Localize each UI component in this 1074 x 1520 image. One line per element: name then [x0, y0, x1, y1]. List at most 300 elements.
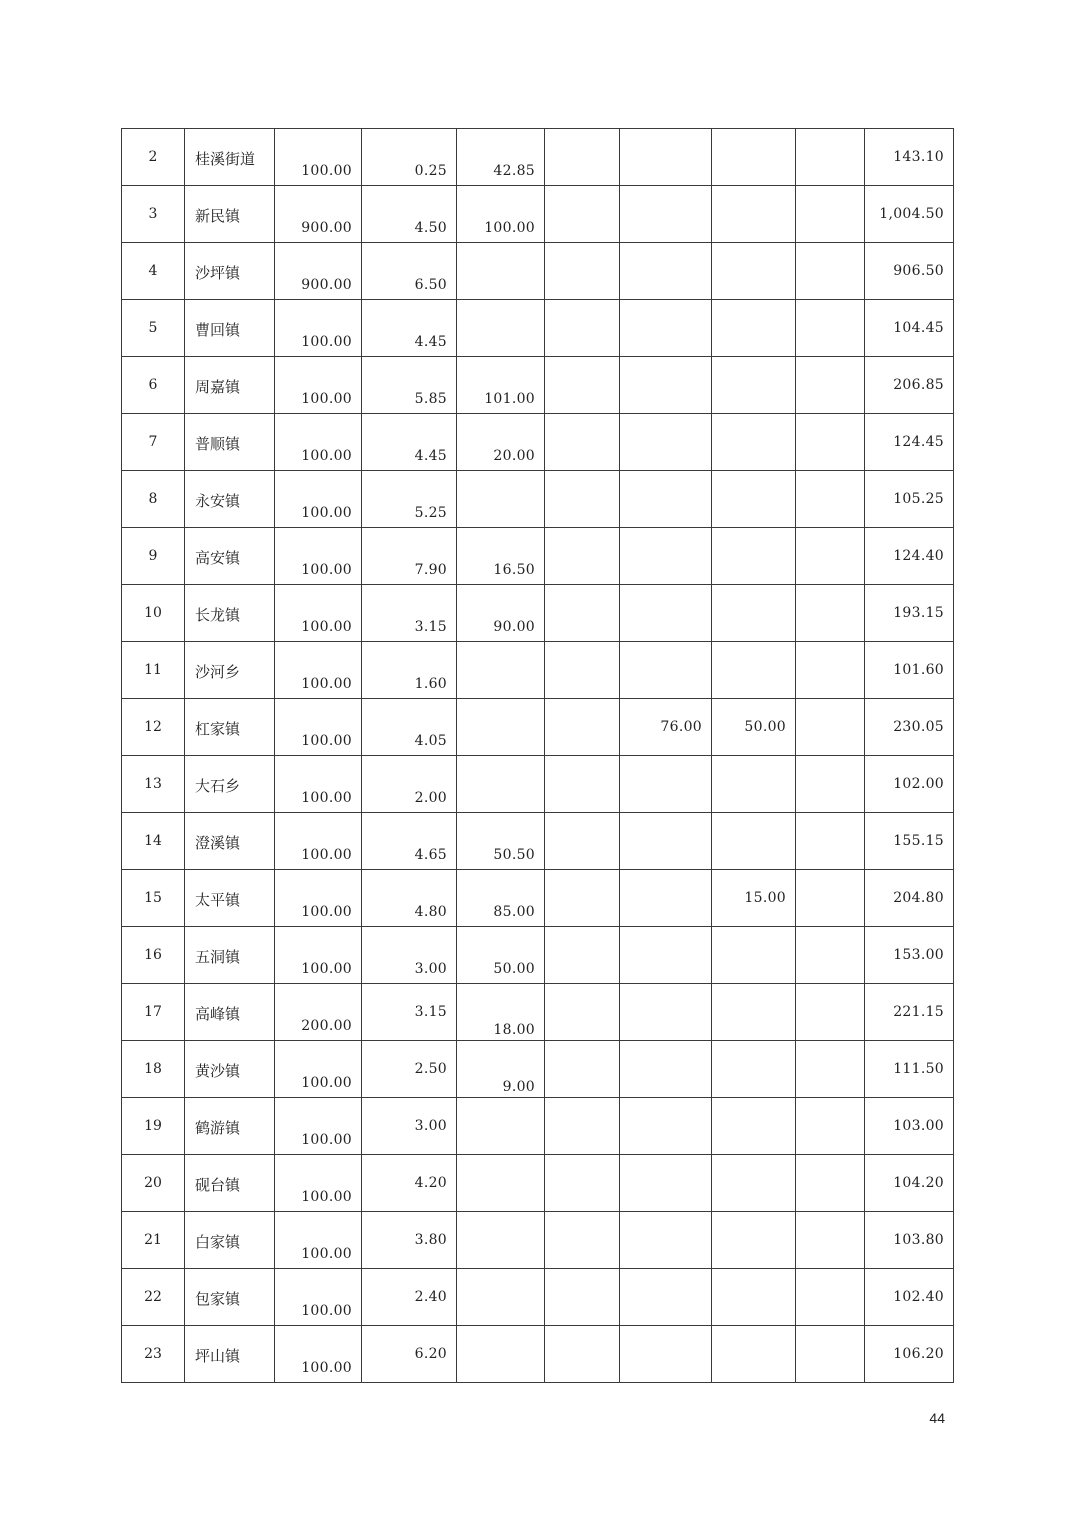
table-cell-c5	[620, 186, 712, 243]
table-cell-c7	[796, 984, 865, 1041]
table-cell-c5	[620, 471, 712, 528]
cell-value-no: 15	[144, 890, 162, 906]
table-cell-no	[122, 243, 185, 300]
table-cell-c4	[545, 1212, 620, 1269]
cell-value-no: 10	[144, 605, 162, 621]
cell-value-c1: 100.00	[301, 334, 352, 350]
table-cell-c7	[796, 1041, 865, 1098]
table-row	[122, 243, 954, 300]
table-cell-c6	[712, 642, 796, 699]
cell-value-c1: 100.00	[301, 1189, 352, 1205]
table-cell-c6	[712, 585, 796, 642]
cell-value-c1: 100.00	[301, 676, 352, 692]
cell-value-name: 太平镇	[195, 891, 241, 909]
cell-value-c1: 100.00	[301, 733, 352, 749]
table-cell-c5	[620, 528, 712, 585]
table-cell-c2	[362, 357, 457, 414]
table-cell-c5	[620, 756, 712, 813]
table-cell-c2	[362, 927, 457, 984]
table-cell-c5	[620, 300, 712, 357]
table-cell-c5	[620, 1041, 712, 1098]
table-cell-c7	[796, 870, 865, 927]
table-cell-total	[865, 927, 954, 984]
table-cell-c3	[457, 186, 545, 243]
table-cell-c2	[362, 699, 457, 756]
table-cell-c6	[712, 984, 796, 1041]
table-cell-c2	[362, 585, 457, 642]
cell-value-total: 906.50	[893, 263, 944, 279]
table-cell-c2	[362, 186, 457, 243]
table-cell-c1	[275, 471, 362, 528]
table-cell-no	[122, 1326, 185, 1383]
table-row	[122, 1041, 954, 1098]
cell-value-c2: 2.40	[414, 1289, 447, 1305]
table-cell-c3	[457, 528, 545, 585]
cell-value-c3: 100.00	[484, 220, 535, 236]
table-cell-c4	[545, 984, 620, 1041]
table-cell-no	[122, 756, 185, 813]
table-cell-c3	[457, 813, 545, 870]
cell-value-name: 永安镇	[195, 492, 241, 510]
table-cell-c3	[457, 414, 545, 471]
cell-value-name: 高峰镇	[195, 1005, 241, 1023]
cell-value-no: 2	[148, 149, 158, 165]
table-row	[122, 699, 954, 756]
table-cell-c5	[620, 1155, 712, 1212]
table-cell-c3	[457, 1326, 545, 1383]
table-row	[122, 357, 954, 414]
cell-value-c2: 3.15	[414, 1004, 447, 1020]
cell-value-name: 桂溪街道	[195, 150, 256, 168]
table-cell-total	[865, 414, 954, 471]
table-cell-name	[185, 699, 275, 756]
cell-value-c3: 50.50	[493, 847, 535, 863]
table-cell-c6	[712, 1098, 796, 1155]
table-cell-c2	[362, 870, 457, 927]
table-cell-total	[865, 1041, 954, 1098]
table-cell-name	[185, 984, 275, 1041]
table-cell-c1	[275, 813, 362, 870]
table-cell-c3	[457, 1041, 545, 1098]
cell-value-name: 五洞镇	[195, 948, 241, 966]
table-cell-c3	[457, 699, 545, 756]
cell-value-c1: 100.00	[301, 904, 352, 920]
table-cell-c5	[620, 129, 712, 186]
table-cell-c7	[796, 129, 865, 186]
table-cell-c2	[362, 528, 457, 585]
table-cell-c4	[545, 186, 620, 243]
cell-value-no: 3	[148, 206, 158, 222]
table-cell-c1	[275, 129, 362, 186]
table-cell-total	[865, 357, 954, 414]
table-row	[122, 1326, 954, 1383]
table-cell-c2	[362, 414, 457, 471]
cell-value-no: 21	[144, 1232, 162, 1248]
table-cell-c5	[620, 642, 712, 699]
table-cell-no	[122, 528, 185, 585]
table-row	[122, 813, 954, 870]
table-cell-total	[865, 642, 954, 699]
cell-value-name: 鹤游镇	[195, 1119, 241, 1137]
table-cell-c5	[620, 870, 712, 927]
table-row	[122, 471, 954, 528]
table-cell-name	[185, 414, 275, 471]
table-cell-c5	[620, 984, 712, 1041]
cell-value-total: 124.40	[893, 548, 944, 564]
table-cell-no	[122, 699, 185, 756]
table-cell-total	[865, 585, 954, 642]
table-cell-no	[122, 642, 185, 699]
cell-value-c1: 900.00	[301, 277, 352, 293]
table-cell-no	[122, 870, 185, 927]
table-cell-c3	[457, 1155, 545, 1212]
cell-value-c2: 5.85	[414, 391, 447, 407]
table-cell-no	[122, 927, 185, 984]
table-cell-c2	[362, 1041, 457, 1098]
cell-value-no: 6	[148, 377, 158, 393]
table-cell-c6	[712, 699, 796, 756]
table-cell-no	[122, 585, 185, 642]
table-cell-c7	[796, 813, 865, 870]
table-cell-total	[865, 984, 954, 1041]
table-cell-c4	[545, 1269, 620, 1326]
cell-value-no: 4	[148, 263, 158, 279]
table-cell-c6	[712, 756, 796, 813]
cell-value-total: 102.40	[893, 1289, 944, 1305]
table-cell-c2	[362, 642, 457, 699]
table-cell-c4	[545, 1326, 620, 1383]
table-cell-c7	[796, 243, 865, 300]
table-cell-c4	[545, 300, 620, 357]
cell-value-c1: 200.00	[301, 1018, 352, 1034]
table-cell-c3	[457, 1212, 545, 1269]
cell-value-c2: 3.80	[414, 1232, 447, 1248]
cell-value-c3: 18.00	[493, 1022, 535, 1038]
cell-value-c2: 4.20	[414, 1175, 447, 1191]
table-cell-total	[865, 1098, 954, 1155]
cell-value-no: 14	[144, 833, 162, 849]
table-cell-c3	[457, 1098, 545, 1155]
table-cell-c4	[545, 642, 620, 699]
table-cell-c7	[796, 186, 865, 243]
cell-value-c3: 90.00	[493, 619, 535, 635]
table-cell-c2	[362, 1212, 457, 1269]
table-row	[122, 300, 954, 357]
table-cell-c1	[275, 642, 362, 699]
table-cell-c4	[545, 129, 620, 186]
cell-value-c2: 3.00	[414, 961, 447, 977]
table-cell-c5	[620, 927, 712, 984]
table-cell-total	[865, 813, 954, 870]
table-cell-c1	[275, 756, 362, 813]
table-cell-total	[865, 1269, 954, 1326]
table-cell-name	[185, 1212, 275, 1269]
cell-value-c2: 0.25	[414, 163, 447, 179]
table-cell-c1	[275, 984, 362, 1041]
table-cell-c6	[712, 1326, 796, 1383]
table-cell-c1	[275, 1269, 362, 1326]
cell-value-c2: 4.45	[414, 448, 447, 464]
cell-value-c2: 3.15	[414, 619, 447, 635]
table-cell-c6	[712, 414, 796, 471]
table-cell-c1	[275, 1212, 362, 1269]
table-cell-name	[185, 813, 275, 870]
table-cell-c6	[712, 186, 796, 243]
table-cell-c1	[275, 585, 362, 642]
table-cell-c3	[457, 129, 545, 186]
table-cell-c7	[796, 1212, 865, 1269]
cell-value-c1: 100.00	[301, 1246, 352, 1262]
cell-value-no: 17	[144, 1004, 162, 1020]
cell-value-name: 沙坪镇	[195, 264, 241, 282]
table-cell-total	[865, 243, 954, 300]
cell-value-total: 102.00	[893, 776, 944, 792]
table-cell-c3	[457, 1269, 545, 1326]
cell-value-total: 1,004.50	[879, 206, 944, 222]
cell-value-c1: 900.00	[301, 220, 352, 236]
cell-value-total: 103.80	[893, 1232, 944, 1248]
cell-value-total: 124.45	[893, 434, 944, 450]
cell-value-total: 104.20	[893, 1175, 944, 1191]
cell-value-c2: 4.50	[414, 220, 447, 236]
table-cell-c6	[712, 300, 796, 357]
cell-value-name: 大石乡	[195, 777, 241, 795]
table-row	[122, 927, 954, 984]
table-cell-no	[122, 186, 185, 243]
cell-value-name: 新民镇	[195, 207, 241, 225]
cell-value-c6: 50.00	[744, 719, 786, 735]
table-cell-name	[185, 1326, 275, 1383]
table-row	[122, 756, 954, 813]
table-cell-c5	[620, 813, 712, 870]
cell-value-c2: 4.65	[414, 847, 447, 863]
cell-value-no: 20	[144, 1175, 162, 1191]
cell-value-no: 18	[144, 1061, 162, 1077]
cell-value-c5: 76.00	[660, 719, 702, 735]
cell-value-c2: 5.25	[414, 505, 447, 521]
table-cell-c7	[796, 1098, 865, 1155]
cell-value-total: 204.80	[893, 890, 944, 906]
table-row	[122, 129, 954, 186]
cell-value-c1: 100.00	[301, 619, 352, 635]
cell-value-no: 12	[144, 719, 162, 735]
cell-value-name: 高安镇	[195, 549, 241, 567]
cell-value-no: 5	[148, 320, 158, 336]
cell-value-c2: 4.45	[414, 334, 447, 350]
table-cell-c3	[457, 984, 545, 1041]
table-cell-total	[865, 1212, 954, 1269]
cell-value-c6: 15.00	[744, 890, 786, 906]
cell-value-total: 104.45	[893, 320, 944, 336]
table-cell-c2	[362, 756, 457, 813]
table-row	[122, 1155, 954, 1212]
table-cell-c6	[712, 129, 796, 186]
table-cell-name	[185, 756, 275, 813]
table-cell-c1	[275, 927, 362, 984]
table-cell-c7	[796, 1269, 865, 1326]
table-cell-c5	[620, 243, 712, 300]
cell-value-c1: 100.00	[301, 505, 352, 521]
cell-value-name: 砚台镇	[195, 1176, 241, 1194]
cell-value-c2: 3.00	[414, 1118, 447, 1134]
table-cell-c6	[712, 243, 796, 300]
table-cell-total	[865, 699, 954, 756]
table-cell-name	[185, 1269, 275, 1326]
table-cell-c3	[457, 642, 545, 699]
table-cell-c7	[796, 642, 865, 699]
table-cell-c1	[275, 357, 362, 414]
cell-value-no: 16	[144, 947, 162, 963]
cell-value-no: 19	[144, 1118, 162, 1134]
cell-value-total: 103.00	[893, 1118, 944, 1134]
cell-value-c2: 6.20	[414, 1346, 447, 1362]
table-cell-name	[185, 471, 275, 528]
cell-value-c1: 100.00	[301, 847, 352, 863]
table-cell-c7	[796, 471, 865, 528]
table-row	[122, 186, 954, 243]
cell-value-c2: 4.05	[414, 733, 447, 749]
table-cell-name	[185, 528, 275, 585]
cell-value-total: 101.60	[893, 662, 944, 678]
cell-value-no: 13	[144, 776, 162, 792]
table-cell-name	[185, 1155, 275, 1212]
cell-value-c1: 100.00	[301, 1360, 352, 1376]
table-cell-name	[185, 357, 275, 414]
table-cell-no	[122, 1098, 185, 1155]
table-row	[122, 642, 954, 699]
cell-value-c3: 85.00	[493, 904, 535, 920]
cell-value-total: 106.20	[893, 1346, 944, 1362]
table-cell-c5	[620, 585, 712, 642]
table-cell-c2	[362, 243, 457, 300]
table-row	[122, 1269, 954, 1326]
cell-value-c2: 2.50	[414, 1061, 447, 1077]
table-cell-c7	[796, 1326, 865, 1383]
cell-value-total: 143.10	[893, 149, 944, 165]
table-cell-c3	[457, 870, 545, 927]
table-cell-c1	[275, 1041, 362, 1098]
table-cell-c6	[712, 1212, 796, 1269]
cell-value-total: 230.05	[893, 719, 944, 735]
cell-value-c1: 100.00	[301, 1075, 352, 1091]
table-cell-name	[185, 186, 275, 243]
table-cell-total	[865, 1326, 954, 1383]
table-cell-c4	[545, 585, 620, 642]
table-cell-no	[122, 813, 185, 870]
table-cell-c1	[275, 414, 362, 471]
table-cell-total	[865, 129, 954, 186]
table-cell-name	[185, 585, 275, 642]
cell-value-c3: 50.00	[493, 961, 535, 977]
table-cell-c7	[796, 1155, 865, 1212]
cell-value-c2: 4.80	[414, 904, 447, 920]
table-cell-c2	[362, 984, 457, 1041]
table-cell-c5	[620, 1098, 712, 1155]
table-cell-c1	[275, 1098, 362, 1155]
cell-value-c1: 100.00	[301, 562, 352, 578]
table-cell-c4	[545, 813, 620, 870]
cell-value-c2: 2.00	[414, 790, 447, 806]
table-cell-c6	[712, 1269, 796, 1326]
table-cell-name	[185, 642, 275, 699]
table-cell-c3	[457, 585, 545, 642]
table-cell-c1	[275, 870, 362, 927]
table-cell-c2	[362, 471, 457, 528]
table-cell-c6	[712, 528, 796, 585]
table-cell-c2	[362, 1155, 457, 1212]
cell-value-total: 193.15	[893, 605, 944, 621]
table-cell-total	[865, 471, 954, 528]
table-cell-c7	[796, 927, 865, 984]
cell-value-name: 坪山镇	[195, 1347, 241, 1365]
cell-value-name: 黄沙镇	[195, 1062, 241, 1080]
table-cell-c1	[275, 186, 362, 243]
table-cell-name	[185, 243, 275, 300]
table-cell-c6	[712, 471, 796, 528]
cell-value-c2: 1.60	[414, 676, 447, 692]
table-cell-c6	[712, 1041, 796, 1098]
table-cell-c1	[275, 243, 362, 300]
cell-value-c1: 100.00	[301, 1132, 352, 1148]
table-cell-name	[185, 870, 275, 927]
table-cell-no	[122, 357, 185, 414]
table-cell-c3	[457, 243, 545, 300]
cell-value-c3: 42.85	[493, 163, 535, 179]
table-cell-c7	[796, 528, 865, 585]
cell-value-name: 杠家镇	[195, 720, 241, 738]
table-cell-c7	[796, 756, 865, 813]
cell-value-no: 11	[144, 662, 162, 678]
table-cell-c1	[275, 300, 362, 357]
cell-value-total: 155.15	[893, 833, 944, 849]
table-cell-c3	[457, 927, 545, 984]
table-cell-c4	[545, 1098, 620, 1155]
table-cell-no	[122, 1041, 185, 1098]
cell-value-name: 包家镇	[195, 1290, 241, 1308]
table-cell-c6	[712, 1155, 796, 1212]
table-cell-c7	[796, 357, 865, 414]
table-cell-c2	[362, 1269, 457, 1326]
table-cell-c5	[620, 414, 712, 471]
table-cell-c6	[712, 870, 796, 927]
table-cell-c4	[545, 471, 620, 528]
table-cell-c2	[362, 1326, 457, 1383]
cell-value-total: 153.00	[893, 947, 944, 963]
cell-value-c1: 100.00	[301, 961, 352, 977]
cell-value-no: 8	[148, 491, 158, 507]
cell-value-total: 206.85	[893, 377, 944, 393]
cell-value-name: 曹回镇	[195, 321, 241, 339]
table-cell-c5	[620, 1269, 712, 1326]
table-cell-name	[185, 1098, 275, 1155]
table-cell-total	[865, 870, 954, 927]
table-cell-c4	[545, 414, 620, 471]
table-row	[122, 984, 954, 1041]
table-cell-c1	[275, 528, 362, 585]
table-cell-c1	[275, 699, 362, 756]
table-cell-no	[122, 1269, 185, 1326]
table-cell-c4	[545, 243, 620, 300]
table-row	[122, 870, 954, 927]
table-cell-total	[865, 1155, 954, 1212]
table-row	[122, 1212, 954, 1269]
table-cell-c7	[796, 300, 865, 357]
cell-value-c3: 20.00	[493, 448, 535, 464]
table-cell-c4	[545, 756, 620, 813]
table-cell-c6	[712, 813, 796, 870]
table-cell-c4	[545, 1041, 620, 1098]
cell-value-c1: 100.00	[301, 1303, 352, 1319]
